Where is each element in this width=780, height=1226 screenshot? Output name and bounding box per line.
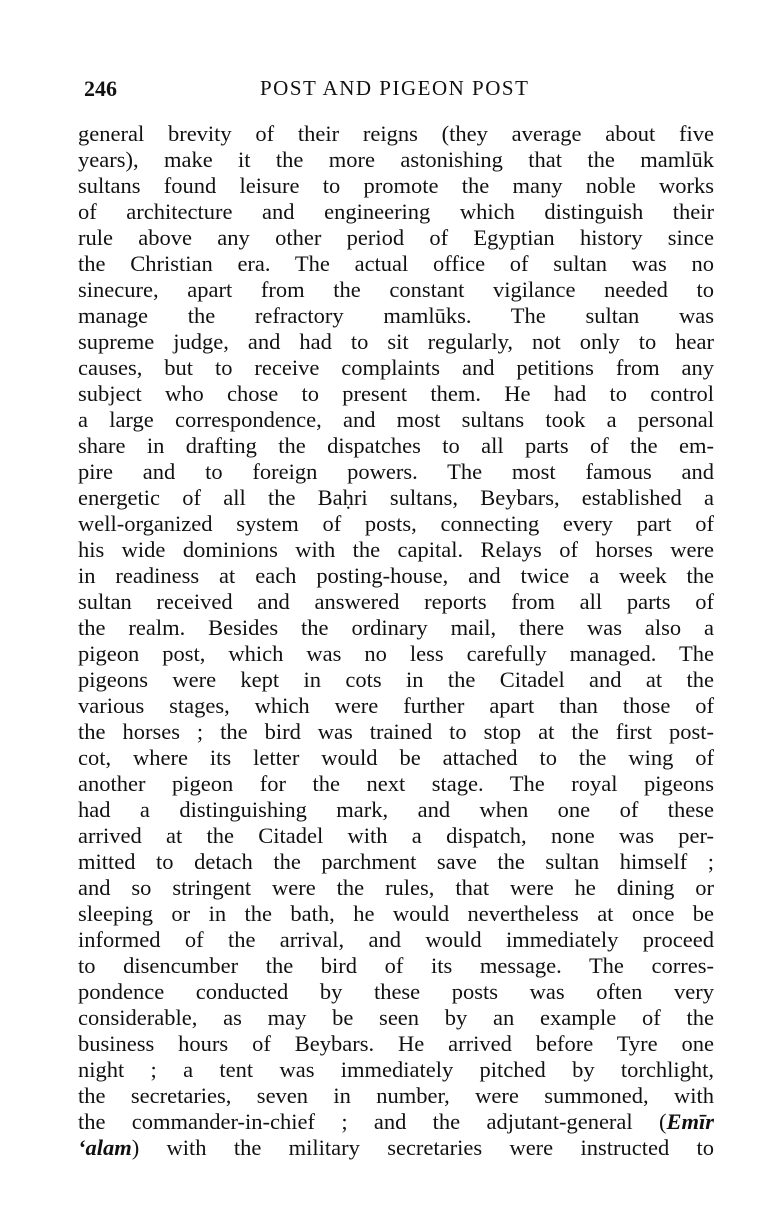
text-line: sultans found leisure to promote the many noble works: [78, 173, 714, 198]
text-line: had a distinguishing mark, and when one of these: [78, 797, 714, 822]
text-line: another pigeon for the next stage. The royal pigeons: [78, 771, 714, 796]
text-line: manage the refractory mamlūks. The sultan was: [78, 303, 714, 328]
text-line: pondence conducted by these posts was often very: [78, 979, 714, 1004]
text-line: pigeon post, which was no less carefully managed. The: [78, 641, 714, 666]
text-line: a large correspondence, and most sultans took a personal: [78, 407, 714, 432]
text-line: supreme judge, and had to sit regularly, not only to hear: [78, 329, 714, 354]
text-line: to disencumber the bird of its message. The corres-: [78, 953, 714, 978]
text-line-with-italic: [78, 1109, 714, 1135]
text-line: causes, but to receive complaints and petitions from any: [78, 355, 714, 380]
text-line: arrived at the Citadel with a dispatch, none was per-: [78, 823, 714, 848]
text-line: of architecture and engineering which distinguish their: [78, 199, 714, 224]
text-line: well-organized system of posts, connecting every part of: [78, 511, 714, 536]
text-line: informed of the arrival, and would immediately proceed: [78, 927, 714, 952]
text-line: years), make it the more astonishing that the mamlūk: [78, 147, 714, 172]
text-line: the Christian era. The actual office of sultan was no: [78, 251, 714, 276]
page-header: [84, 76, 714, 106]
text-line: rule above any other period of Egyptian history since: [78, 225, 714, 250]
text-line: sultan received and answered reports from all parts of: [78, 589, 714, 614]
text-line: the realm. Besides the ordinary mail, there was also a: [78, 615, 714, 640]
text-line: general brevity of their reigns (they average about five: [78, 121, 714, 146]
running-head: POST AND PIGEON POST: [260, 76, 530, 100]
text-line: sinecure, apart from the constant vigilance needed to: [78, 277, 714, 302]
text-line: night ; a tent was immediately pitched by torchlight,: [78, 1057, 714, 1082]
text-line: and so stringent were the rules, that were he dining or: [78, 875, 714, 900]
text-line: subject who chose to present them. He had to control: [78, 381, 714, 406]
text-line: share in drafting the dispatches to all parts of the em-: [78, 433, 714, 458]
italic-term-alam: ʻalam: [78, 1135, 132, 1160]
text-line: business hours of Beybars. He arrived before Tyre one: [78, 1031, 714, 1056]
text-line: various stages, which were further apart than those of: [78, 693, 714, 718]
text-line: the horses ; the bird was trained to stop at the first post-: [78, 719, 714, 744]
text-line-with-italic: [78, 1135, 714, 1161]
text-segment: ) with the military secretaries were instructed to: [131, 1135, 714, 1160]
italic-term-emir: Emīr: [666, 1109, 714, 1134]
text-segment: the commander-in-chief ; and the adjutant-general (: [78, 1109, 667, 1134]
text-line: considerable, as may be seen by an example of the: [78, 1005, 714, 1030]
text-line: sleeping or in the bath, he would nevertheless at once be: [78, 901, 714, 926]
text-line: energetic of all the Baḥri sultans, Beybars, established a: [78, 485, 714, 510]
text-line: the secretaries, seven in number, were summoned, with: [78, 1083, 714, 1108]
text-line: in readiness at each posting-house, and twice a week the: [78, 563, 714, 588]
text-line: mitted to detach the parchment save the sultan himself ;: [78, 849, 714, 874]
text-line: cot, where its letter would be attached to the wing of: [78, 745, 714, 770]
body-text: [78, 121, 714, 1161]
text-line: pigeons were kept in cots in the Citadel and at the: [78, 667, 714, 692]
page-number: 246: [84, 76, 117, 101]
text-line: his wide dominions with the capital. Relays of horses were: [78, 537, 714, 562]
text-line: pire and to foreign powers. The most famous and: [78, 459, 714, 484]
